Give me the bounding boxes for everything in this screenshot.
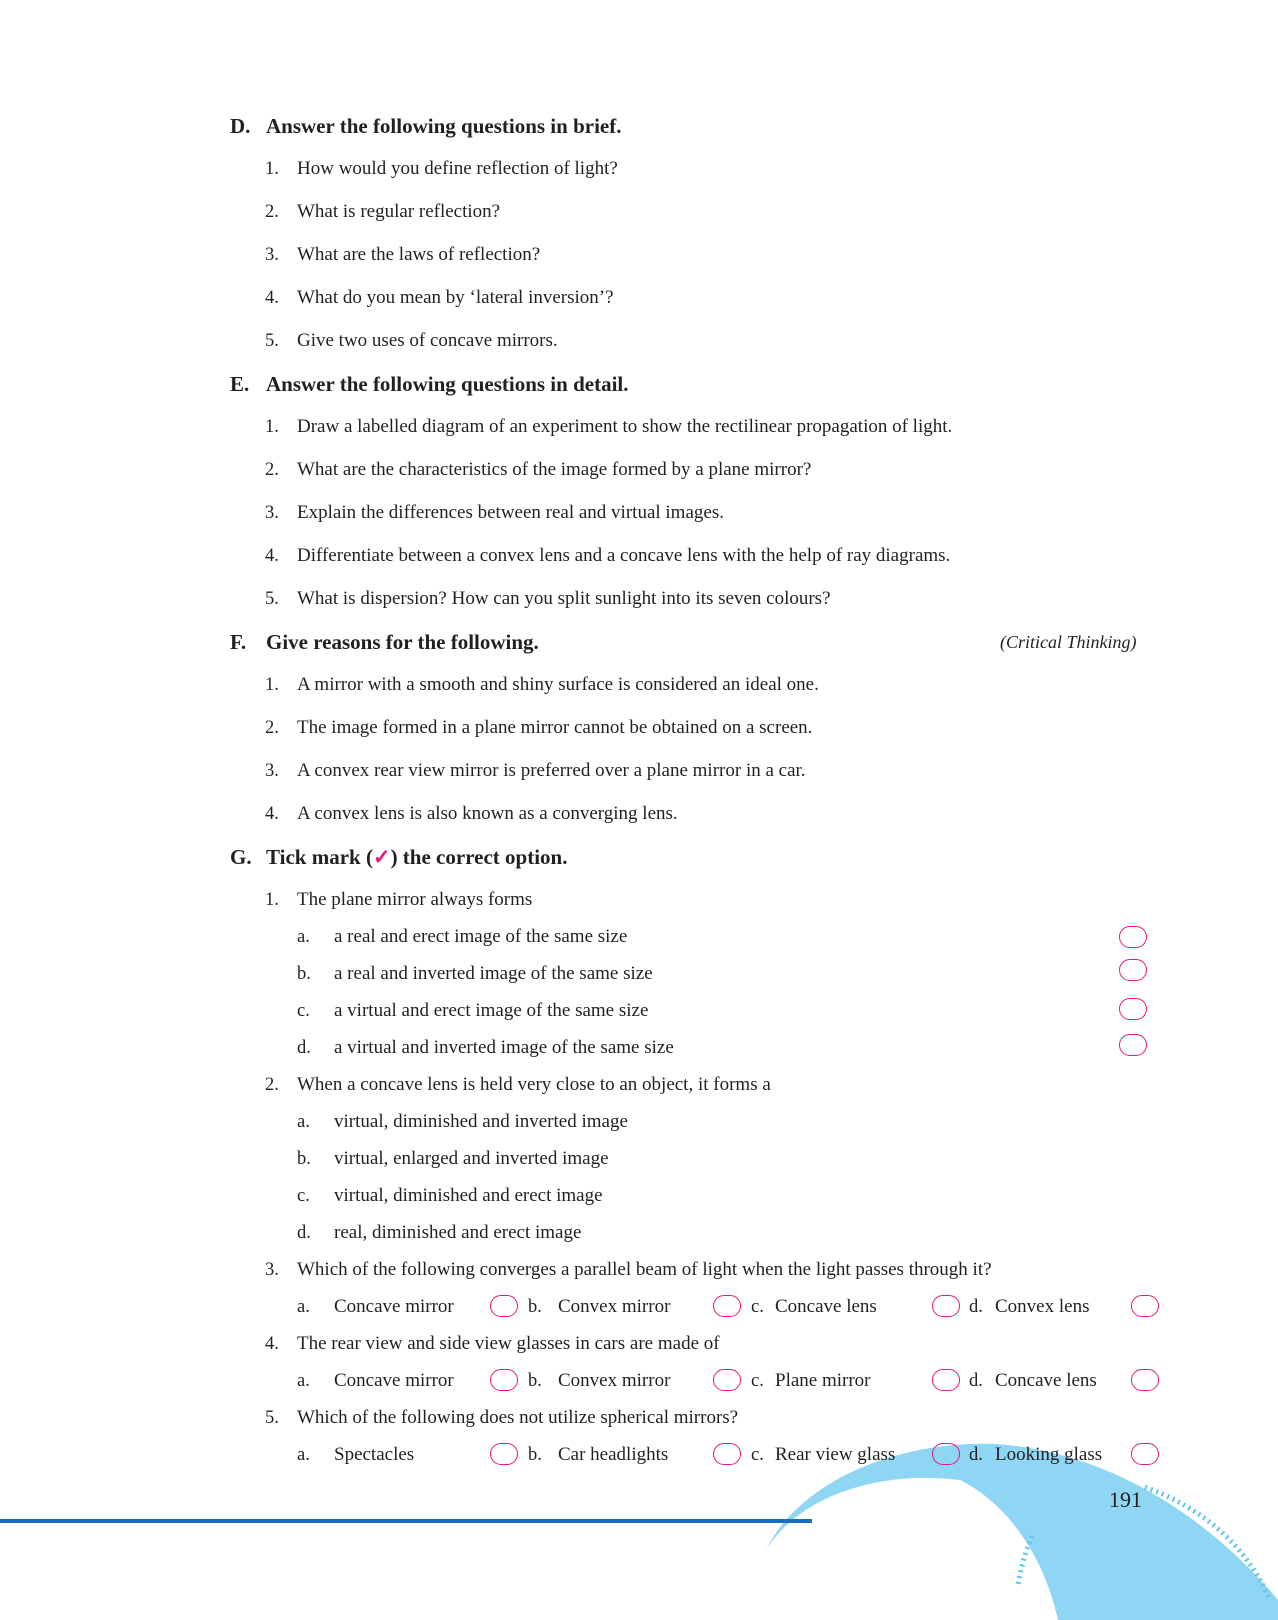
question-text: The rear view and side view glasses in cars are made of [297,1333,720,1354]
answer-checkbox[interactable] [713,1369,741,1391]
section-e-title: Answer the following questions in detail. [266,372,629,396]
option-label: b. [528,1371,542,1391]
option-text: virtual, diminished and erect image [334,1185,603,1206]
option-text: Looking glass [995,1444,1103,1465]
section-d-letter: D. [230,114,251,138]
question-number: 1. [265,890,279,910]
question-number: 1. [265,159,279,179]
question-number: 5. [265,331,279,351]
question-number: 2. [265,1075,279,1095]
section-f-letter: F. [230,630,247,654]
answer-checkbox[interactable] [713,1443,741,1465]
option-label: c. [751,1371,764,1391]
question-text: The plane mirror always forms [297,889,533,910]
question-number: 1. [265,417,279,437]
option-text: virtual, enlarged and inverted image [334,1148,609,1169]
option-text: real, diminished and erect image [334,1222,582,1243]
question-number: 3. [265,1260,279,1280]
question-text: A mirror with a smooth and shiny surface is considered an ideal one. [297,674,819,695]
blue-rule-line [0,1519,812,1523]
question-text: What is dispersion? How can you split sunlight into its seven colours? [297,588,831,609]
option-label: b. [528,1297,542,1317]
answer-checkbox[interactable] [1131,1443,1159,1465]
option-text: Rear view glass [775,1444,896,1465]
critical-thinking-note: (Critical Thinking) [1000,632,1137,652]
option-text: a real and inverted image of the same size [334,963,653,984]
section-g-title [266,845,567,870]
question-text: Draw a labelled diagram of an experiment to show the rectilinear propagation of light. [297,416,953,437]
option-text: Convex mirror [558,1296,671,1317]
answer-checkbox[interactable] [1131,1295,1159,1317]
answer-checkbox[interactable] [490,1369,518,1391]
option-label: b. [297,1149,311,1169]
question-number: 4. [265,804,279,824]
option-text: Concave lens [775,1296,877,1317]
dotted-arc-left [1018,1536,1032,1585]
title-prefix: Tick mark ( [266,845,373,869]
option-label: b. [528,1445,542,1465]
option-text: virtual, diminished and inverted image [334,1111,628,1132]
option-text: Convex lens [995,1296,1090,1317]
answer-checkbox[interactable] [490,1295,518,1317]
question-number: 2. [265,460,279,480]
option-text: Concave mirror [334,1296,454,1317]
question-number: 3. [265,245,279,265]
question-number: 4. [265,546,279,566]
option-label: c. [751,1297,764,1317]
question-text: Give two uses of concave mirrors. [297,330,558,351]
option-text: Concave mirror [334,1370,454,1391]
question-number: 5. [265,1408,279,1428]
question-text: What are the laws of reflection? [297,244,541,265]
question-text: Explain the differences between real and virtual images. [297,502,724,523]
section-e-letter: E. [230,372,250,396]
blue-wave-shape [766,1444,1278,1620]
question-number: 2. [265,202,279,222]
answer-checkbox[interactable] [932,1443,960,1465]
question-number: 1. [265,675,279,695]
question-text: Which of the following converges a parallel beam of light when the light passes through it? [297,1259,992,1280]
option-label: a. [297,927,310,947]
question-text: A convex lens is also known as a converging lens. [297,803,678,824]
option-label: a. [297,1112,310,1132]
section-g-letter: G. [230,845,252,869]
option-text: a virtual and erect image of the same size [334,1000,649,1021]
option-label: d. [297,1038,311,1058]
page-number: 191 [1109,1487,1142,1512]
option-label: d. [969,1297,983,1317]
tick-icon: ✓ [372,845,391,869]
question-text: What is regular reflection? [297,201,501,222]
option-label: c. [297,1001,310,1021]
option-label: c. [297,1186,310,1206]
option-label: b. [297,964,311,984]
answer-checkbox[interactable] [932,1369,960,1391]
question-number: 5. [265,589,279,609]
question-number: 4. [265,288,279,308]
option-text: a real and erect image of the same size [334,926,628,947]
question-text: What do you mean by ‘lateral inversion’? [297,287,614,308]
option-label: a. [297,1297,310,1317]
option-text: a virtual and inverted image of the same size [334,1037,674,1058]
answer-checkbox[interactable] [1131,1369,1159,1391]
question-number: 3. [265,503,279,523]
title-suffix: ) the correct option. [390,845,568,869]
question-number: 2. [265,718,279,738]
answer-checkbox[interactable] [1119,926,1147,948]
question-text: How would you define reflection of light? [297,158,618,179]
question-number: 4. [265,1334,279,1354]
answer-checkbox[interactable] [713,1295,741,1317]
option-label: d. [297,1223,311,1243]
option-label: a. [297,1445,310,1465]
section-f-title: Give reasons for the following. [266,630,539,654]
section-d-title: Answer the following questions in brief. [266,114,622,138]
question-text: What are the characteristics of the image formed by a plane mirror? [297,459,812,480]
answer-checkbox[interactable] [1119,1034,1147,1056]
option-label: d. [969,1371,983,1391]
question-text: When a concave lens is held very close to an object, it forms a [297,1074,771,1095]
option-text: Car headlights [558,1444,669,1465]
question-text: Differentiate between a convex lens and a concave lens with the help of ray diagrams. [297,545,951,566]
option-label: a. [297,1371,310,1391]
question-number: 3. [265,761,279,781]
question-text: The image formed in a plane mirror cannot be obtained on a screen. [297,717,813,738]
answer-checkbox[interactable] [490,1443,518,1465]
question-text: A convex rear view mirror is preferred over a plane mirror in a car. [297,760,806,781]
answer-checkbox[interactable] [932,1295,960,1317]
option-label: c. [751,1445,764,1465]
option-text: Concave lens [995,1370,1097,1391]
option-label: d. [969,1445,983,1465]
option-text: Plane mirror [775,1370,871,1391]
option-text: Convex mirror [558,1370,671,1391]
answer-checkbox[interactable] [1119,998,1147,1020]
question-text: Which of the following does not utilize spherical mirrors? [297,1407,739,1428]
option-text: Spectacles [334,1444,415,1465]
answer-checkbox[interactable] [1119,959,1147,981]
